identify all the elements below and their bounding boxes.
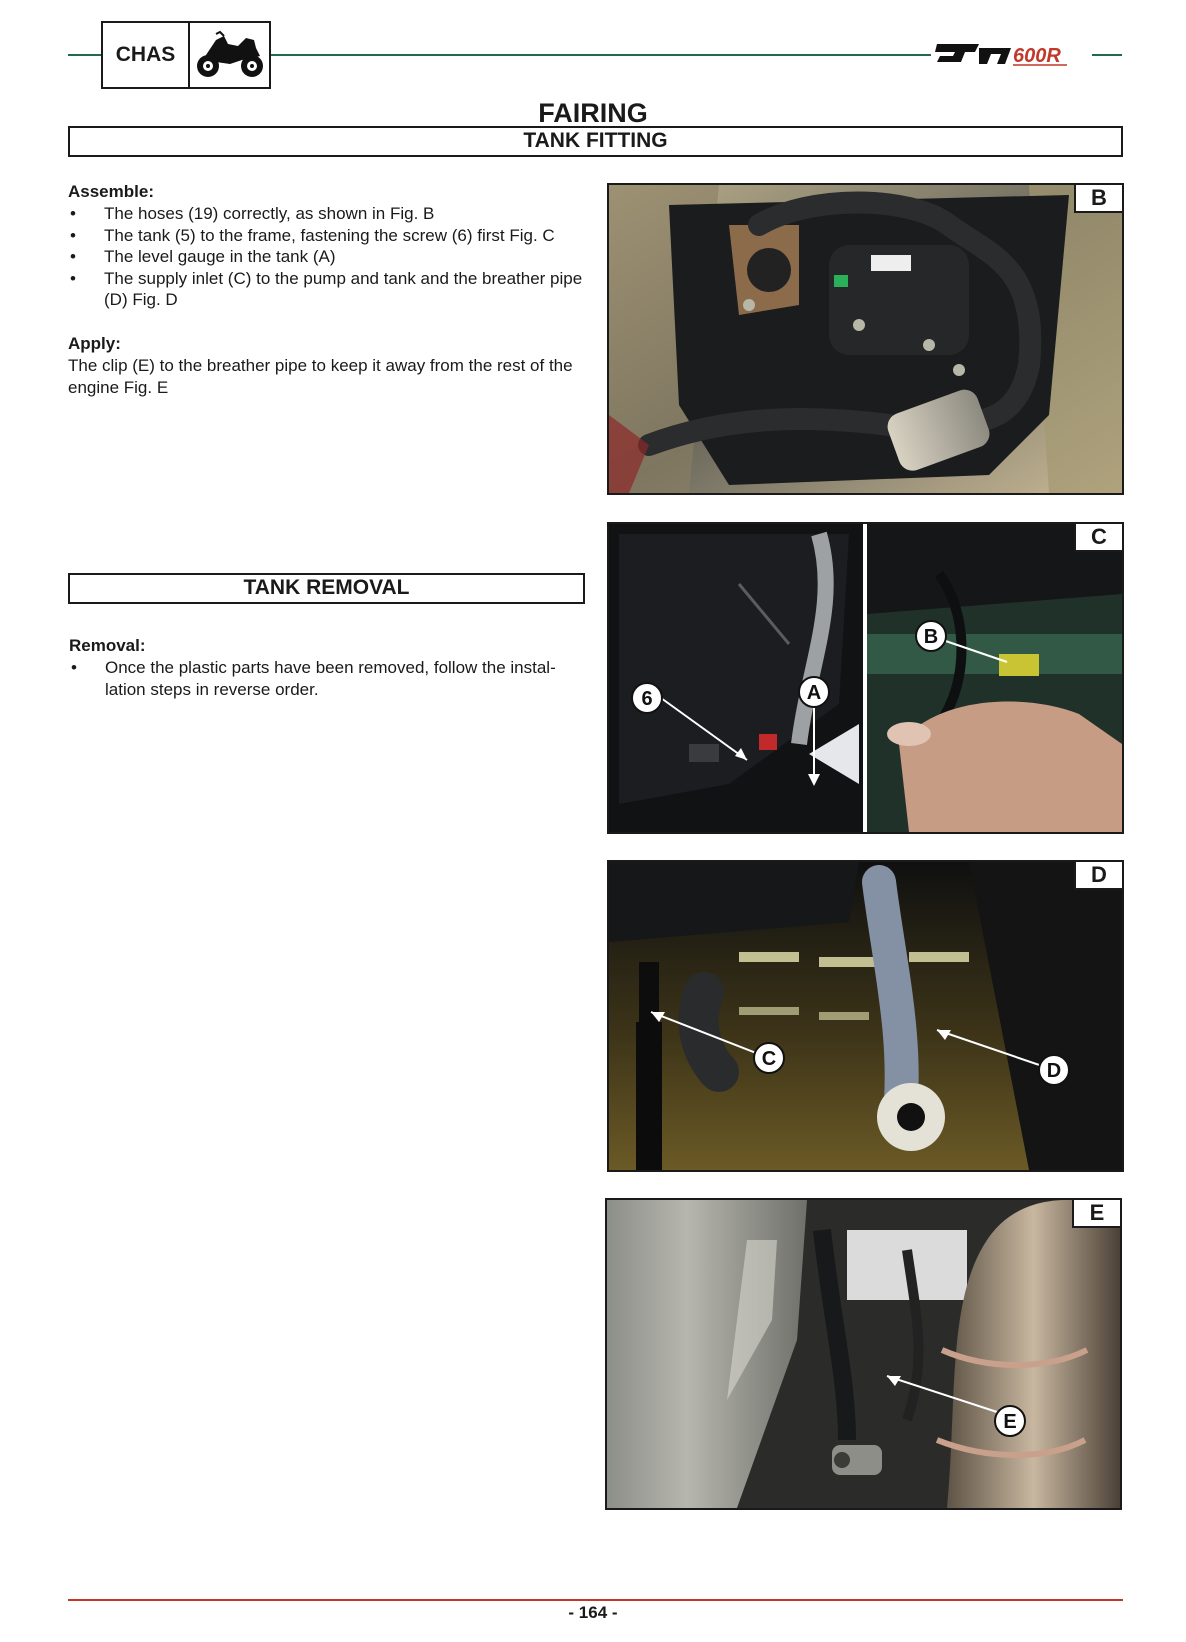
tank-fitting-title: TANK FITTING [68,126,1123,157]
page-title: FAIRING [538,98,648,128]
figure-b-tag: B [1074,185,1122,213]
callout-6-label: 6 [641,688,653,710]
callout-c-label: C [761,1048,777,1070]
figure-e-photo [605,1198,1122,1510]
figure-d-tag: D [1074,862,1122,890]
callout-e [995,1406,1025,1436]
assemble-list [68,203,586,311]
callout-c [754,1043,784,1073]
assemble-label: Assemble: [68,182,154,201]
header-rule-right [1092,54,1122,56]
callout-b [916,621,946,651]
callout-a [799,677,829,707]
figure-d-photo [607,860,1124,1172]
figure-e-tag: E [1072,1200,1120,1228]
callout-a-label: A [806,682,822,704]
page-number: - 164 - [568,1603,618,1622]
list-item: • The supply inlet (C) to the pump and tank and the breather pipe (D) Fig. D [68,268,586,311]
apply-label: Apply: [68,334,121,353]
list-item: • Once the plastic parts have been removed, follow the instal-lation steps in reverse order. [69,657,587,700]
figure-b-photo [607,183,1124,495]
list-item: • The level gauge in the tank (A) [68,246,586,268]
figure-c-photo [607,522,1124,834]
tank-removal-title: TANK REMOVAL [68,573,585,604]
apply-text: The clip (E) to the breather pipe to keep it away from the rest of the engine Fig. E [68,356,573,397]
callout-6 [632,683,662,713]
header-rule-left [68,54,101,56]
callout-b-label: B [923,626,939,648]
list-item: • The tank (5) to the frame, fastening the screw (6) first Fig. C [68,225,586,247]
removal-label: Removal: [69,636,146,655]
callout-d-label: D [1046,1060,1062,1082]
section-code: CHAS [103,23,190,87]
header-rule-center [271,54,931,56]
removal-list [69,657,587,700]
motorcycle-icon [190,23,269,87]
callout-e-label: E [1003,1411,1017,1433]
brand-logo [935,38,1090,70]
svg-text:600R: 600R [1013,45,1061,67]
section-badge [101,21,271,89]
list-item: • The hoses (19) correctly, as shown in Fig. B [68,203,586,225]
callout-d [1039,1055,1069,1085]
figure-c-tag: C [1074,524,1122,552]
footer-rule [68,1599,1123,1601]
